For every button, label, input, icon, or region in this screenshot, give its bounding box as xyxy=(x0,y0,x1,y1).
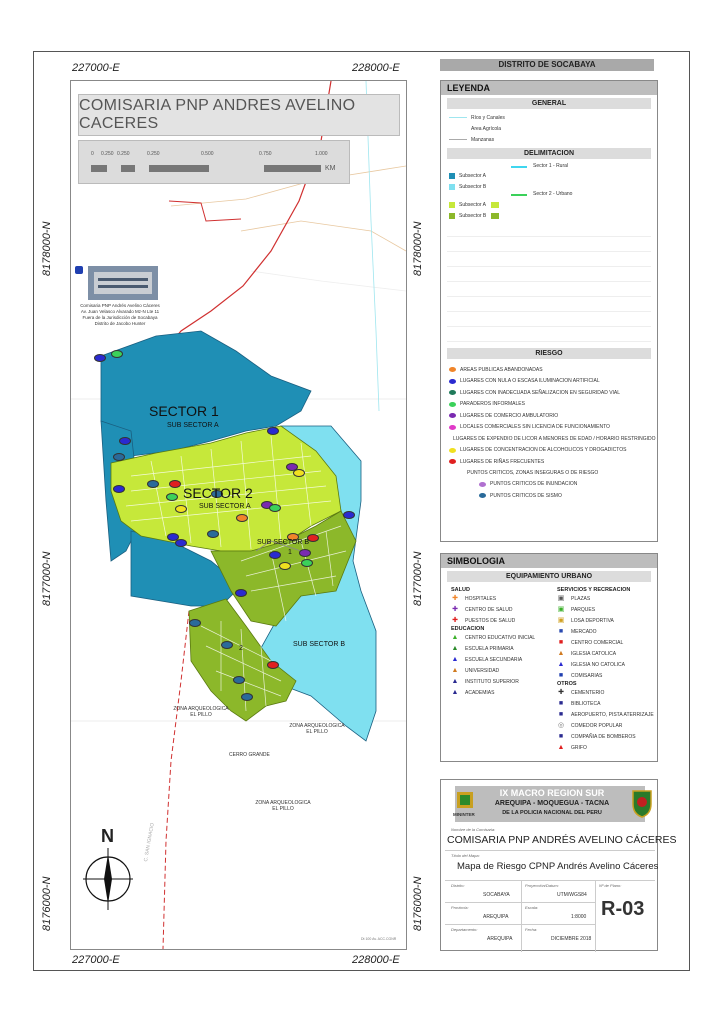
escala-label: Escala: xyxy=(525,905,539,910)
marker-lighting[interactable] xyxy=(343,511,355,519)
north-arrow xyxy=(83,826,133,906)
symbology-left-column xyxy=(451,587,551,698)
otros-item: ▲ GRIFO xyxy=(557,743,587,751)
label-road: C. SAN IGNACIO xyxy=(143,822,156,863)
scale-label: 1.000 xyxy=(315,151,328,157)
puntos-item: PUNTOS CRITICOS DE SISMO xyxy=(449,490,649,502)
market-icon: ■ xyxy=(558,627,564,635)
general-list xyxy=(441,112,657,145)
secondary-school-icon: ▲ xyxy=(451,655,459,663)
escala-value: 1:8000 xyxy=(571,914,587,920)
symbology-columns xyxy=(441,585,657,760)
scale-segment xyxy=(91,165,107,172)
servicios-item: ■ MERCADO xyxy=(558,627,597,635)
label-cerro-grande: CERRO GRANDE xyxy=(229,752,270,758)
sports-field-icon: ▣ xyxy=(557,616,565,624)
servicios-item: ▣ LOSA DEPORTIVA xyxy=(557,616,614,624)
marker-alcohol[interactable] xyxy=(279,562,291,570)
scale-segment xyxy=(121,165,135,172)
scale-label: 0.250 xyxy=(101,151,114,157)
plano-value: R-03 xyxy=(601,898,645,920)
coord-right-3: 8176000-N xyxy=(412,876,424,931)
riesgo-item: LOCALES COMERCIALES SIN LICENCIA DE FUNCIONAMIENTO xyxy=(449,422,649,434)
coord-left-2: 8177000-N xyxy=(41,551,53,606)
label-num-2: 2 xyxy=(239,645,243,652)
north-letter: N xyxy=(101,826,114,846)
scale-label: 0.500 xyxy=(201,151,214,157)
puntos-item: PUNTOS CRITICOS DE INUNDACION xyxy=(449,479,649,491)
legend-item: Ríos y Canales xyxy=(449,112,649,123)
soup-kitchen-icon: ◎ xyxy=(557,721,565,729)
scale-bar xyxy=(78,140,350,184)
kindergarten-icon: ▲ xyxy=(451,633,459,641)
fecha-label: Fecha: xyxy=(525,927,538,932)
label-sub-sector-b-1: SUB SECTOR B xyxy=(293,641,345,648)
coord-top-right: 228000-E xyxy=(352,62,400,74)
proyeccion-label: Proyección/Datum: xyxy=(525,883,559,888)
marker-sismo[interactable] xyxy=(113,453,125,461)
servicios-item: ▲ IGLESIA NO CATOLICA xyxy=(557,660,625,668)
riesgo-item: LUGARES DE COMERCIO AMBULATORIO xyxy=(449,410,649,422)
riesgo-item: LUGARES DE EXPENDIO DE LICOR A MENORES DE EDAD / HORARIO RESTRINGIDO xyxy=(453,435,656,442)
plano-label: Nº de Plano: xyxy=(599,883,622,888)
riesgo-item: LUGARES DE CONCENTRACION DE ALCOHOLICOS Y DROGADICTOS xyxy=(449,445,649,457)
salud-item: ✚ CENTRO DE SALUD xyxy=(452,605,513,613)
police-icon xyxy=(75,266,83,274)
servicios-title: SERVICIOS Y RECREACION xyxy=(557,587,631,593)
plaza-icon: ▣ xyxy=(557,594,565,602)
otros-item: ◎ COMEDOR POPULAR xyxy=(557,721,623,729)
coord-left-3: 8176000-N xyxy=(41,876,53,931)
mapa-title: Mapa de Riesgo CPNP Andrés Avelino Cáceres xyxy=(457,861,659,872)
label-sector-2: SECTOR 2 xyxy=(183,485,253,501)
coord-left-1: 8178000-N xyxy=(41,221,53,276)
coord-bottom-left: 227000-E xyxy=(72,954,120,966)
marker-lighting[interactable] xyxy=(175,539,187,547)
coord-top-left: 227000-E xyxy=(72,62,120,74)
otros-item: ■ COMPAÑIA DE BOMBEROS xyxy=(558,732,636,740)
delimitacion-title: DELIMITACION xyxy=(447,148,651,159)
symbology-panel xyxy=(440,553,658,762)
label-zona-arqueologica-1: ZONA ARQUEOLOGICA EL PILLO xyxy=(173,706,229,718)
educacion-item: ▲ ESCUELA SECUNDARIA xyxy=(451,655,523,663)
general-title: GENERAL xyxy=(447,98,651,109)
label-sub-sector-a-1: SUB SECTOR A xyxy=(167,422,219,429)
marker-lighting[interactable] xyxy=(267,427,279,435)
marker-lighting[interactable] xyxy=(113,485,125,493)
educacion-item: ▲ UNIVERSIDAD xyxy=(451,666,500,674)
legend-item: Manzanas xyxy=(449,134,649,145)
coord-right-2: 8177000-N xyxy=(412,551,424,606)
marker-paradero[interactable] xyxy=(111,350,123,358)
photo-caption: Comisaria PNP Andrés Avelino Cáceres Av. Juan Velasco Alvarado Mz-N Lte 11 Fuera de la Jurisdicción de Socabaya Distrito de Jacobo Hunter xyxy=(80,303,160,326)
north-arrow-icon xyxy=(83,848,133,910)
mall-icon: ■ xyxy=(558,638,564,646)
legend-sub-a1: Subsector A xyxy=(459,173,486,179)
servicios-item: ▣ PLAZAS xyxy=(557,594,591,602)
delimitacion-list xyxy=(441,162,657,222)
label-sub-sector-a-2: SUB SECTOR A xyxy=(199,503,251,510)
educacion-item: ▲ ESCUELA PRIMARIA xyxy=(451,644,514,652)
legend-sub-b2: Subsector B xyxy=(459,213,487,219)
label-sub-sector-b-2: SUB SECTOR B xyxy=(257,539,309,546)
provincia-value: AREQUIPA xyxy=(483,914,509,920)
scale-label: 0.750 xyxy=(259,151,272,157)
educacion-item: ▲ CENTRO EDUCATIVO INICIAL xyxy=(451,633,536,641)
departamento-value: AREQUIPA xyxy=(487,936,513,942)
distrito-value: SOCABAYA xyxy=(483,892,510,898)
label-num-1: 1 xyxy=(288,549,292,556)
airport-icon: ■ xyxy=(558,710,564,718)
non-catholic-church-icon: ▲ xyxy=(557,660,565,668)
pnp-shield-logo xyxy=(631,788,653,818)
equipamiento-title: EQUIPAMIENTO URBANO xyxy=(447,571,651,582)
primary-school-icon: ▲ xyxy=(451,644,459,652)
marker-rinas[interactable] xyxy=(169,480,181,488)
university-icon: ▲ xyxy=(451,666,459,674)
scale-label: 0.250 xyxy=(117,151,130,157)
marker-paradero[interactable] xyxy=(166,493,178,501)
proyeccion-value: UTM/WGS84 xyxy=(557,892,587,898)
health-center-icon: ✚ xyxy=(452,605,458,613)
label-bottom-small: Dt 100 Av. ACC.CGNR xyxy=(361,937,397,941)
comisaria-label: Nombre de la Comisaria: xyxy=(451,827,496,832)
marker-rinas[interactable] xyxy=(267,661,279,669)
library-icon: ■ xyxy=(558,699,564,707)
coord-right-1: 8178000-N xyxy=(412,221,424,276)
scale-label: 0.250 xyxy=(147,151,160,157)
mininter-logo xyxy=(455,790,475,812)
marker-comercio[interactable] xyxy=(299,549,311,557)
symbology-right-column xyxy=(557,587,657,753)
riesgo-title: RIESGO xyxy=(447,348,651,359)
police-station-icon: ■ xyxy=(558,671,564,679)
marker-lighting[interactable] xyxy=(269,551,281,559)
servicios-item: ▣ PARQUES xyxy=(557,605,596,613)
map-title: COMISARIA PNP ANDRES AVELINO CACERES xyxy=(78,94,400,136)
symbology-title: SIMBOLOGIA xyxy=(441,554,657,568)
marker-lighting[interactable] xyxy=(235,589,247,597)
marker-sismo[interactable] xyxy=(233,676,245,684)
institute-icon: ▲ xyxy=(451,677,459,685)
salud-item: ✚ PUESTOS DE SALUD xyxy=(452,616,516,624)
catholic-church-icon: ▲ xyxy=(557,649,565,657)
scale-unit: KM xyxy=(325,165,336,172)
legend-sector1: Sector 1 - Rural xyxy=(533,163,569,169)
legend-sector2: Sector 2 - Urbano xyxy=(533,191,573,197)
legend-item: Area Agrícola xyxy=(471,125,502,132)
educacion-item: ▲ ACADEMIAS xyxy=(451,688,495,696)
region-cities: AREQUIPA - MOQUEGUA - TACNA xyxy=(494,800,610,807)
marker-alcohol[interactable] xyxy=(175,505,187,513)
mapa-label: Título del Mapa: xyxy=(451,853,480,858)
marker-sismo[interactable] xyxy=(189,619,201,627)
departamento-label: Departamento: xyxy=(451,927,478,932)
riesgo-item: PARADEROS INFORMALES xyxy=(449,399,649,411)
fecha-value: DICIEMBRE 2018 xyxy=(551,936,592,942)
salud-title: SALUD xyxy=(451,587,470,593)
gas-station-icon: ▲ xyxy=(557,743,565,751)
map-canvas[interactable] xyxy=(70,80,407,950)
legend-sub-b1: Subsector B xyxy=(459,184,487,190)
riesgo-item: AREAS PUBLICAS ABANDONADAS xyxy=(449,364,649,376)
salud-item: ✚ HOSPITALES xyxy=(452,594,497,602)
label-zona-arqueologica-2: ZONA ARQUEOLOGICA EL PILLO xyxy=(289,723,345,735)
marker-abandonada[interactable] xyxy=(236,514,248,522)
label-sector-1: SECTOR 1 xyxy=(149,403,219,419)
educacion-item: ▲ INSTITUTO SUPERIOR xyxy=(451,677,519,685)
scale-segment xyxy=(264,165,321,172)
legend-title: LEYENDA xyxy=(441,81,657,95)
distrito-label: Distrito: xyxy=(451,883,465,888)
provincia-label: Provincia: xyxy=(451,905,469,910)
marker-lighting[interactable] xyxy=(94,354,106,362)
marker-lighting[interactable] xyxy=(119,437,131,445)
cemetery-icon: ✚ xyxy=(558,688,564,696)
hospital-icon: ✚ xyxy=(452,594,458,602)
riesgo-item: LUGARES CON INADECUADA SEÑALIZACION EN SEGURIDAD VIAL xyxy=(449,387,649,399)
scale-label: 0 xyxy=(91,151,94,157)
otros-title: OTROS xyxy=(557,681,577,687)
legend-blank-rows xyxy=(441,222,657,342)
marker-sismo[interactable] xyxy=(147,480,159,488)
otros-item: ■ AEROPUERTO, PISTA ATERRIZAJE xyxy=(558,710,654,718)
region-title: IX MACRO REGION SUR xyxy=(499,788,605,798)
label-zona-arqueologica-3: ZONA ARQUEOLOGICA EL PILLO xyxy=(255,800,311,812)
comisaria-photo xyxy=(88,266,158,300)
marker-sismo[interactable] xyxy=(241,693,253,701)
marker-paradero[interactable] xyxy=(301,559,313,567)
marker-paradero[interactable] xyxy=(269,504,281,512)
marker-sismo[interactable] xyxy=(221,641,233,649)
health-post-icon: ✚ xyxy=(452,616,458,624)
marker-sismo[interactable] xyxy=(207,530,219,538)
servicios-item: ■ COMISARIAS xyxy=(558,671,603,679)
academy-icon: ▲ xyxy=(451,688,459,696)
park-icon: ▣ xyxy=(557,605,565,613)
mininter-label: MININTER xyxy=(453,812,475,817)
servicios-item: ■ CENTRO COMERCIAL xyxy=(558,638,624,646)
otros-item: ✚ CEMENTERIO xyxy=(558,688,605,696)
riesgo-item: LUGARES CON NULA O ESCASA ILUMINACION ARTIFICIAL xyxy=(449,376,649,388)
region-police: DE LA POLICIA NACIONAL DEL PERU xyxy=(502,810,602,816)
educacion-title: EDUCACION xyxy=(451,626,485,632)
district-header: DISTRITO DE SOCABAYA xyxy=(440,59,654,71)
riesgo-item: LUGARES DE RIÑAS FRECUENTES xyxy=(449,456,649,468)
comisaria-name: COMISARIA PNP ANDRÉS AVELINO CÁCERES xyxy=(447,834,677,846)
title-block xyxy=(440,779,677,951)
servicios-item: ▲ IGLESIA CATOLICA xyxy=(557,649,617,657)
legend-sub-a2: Subsector A xyxy=(459,202,486,208)
marker-alcohol[interactable] xyxy=(293,469,305,477)
puntos-title: PUNTOS CRITICOS, ZONAS INSEGURAS O DE RIESGO xyxy=(467,469,599,476)
riesgo-list xyxy=(441,362,657,504)
fire-station-icon: ■ xyxy=(558,732,564,740)
otros-item: ■ BIBLIOTECA xyxy=(558,699,601,707)
coord-bottom-right: 228000-E xyxy=(352,954,400,966)
legend-panel xyxy=(440,80,658,542)
scale-segment xyxy=(149,165,209,172)
